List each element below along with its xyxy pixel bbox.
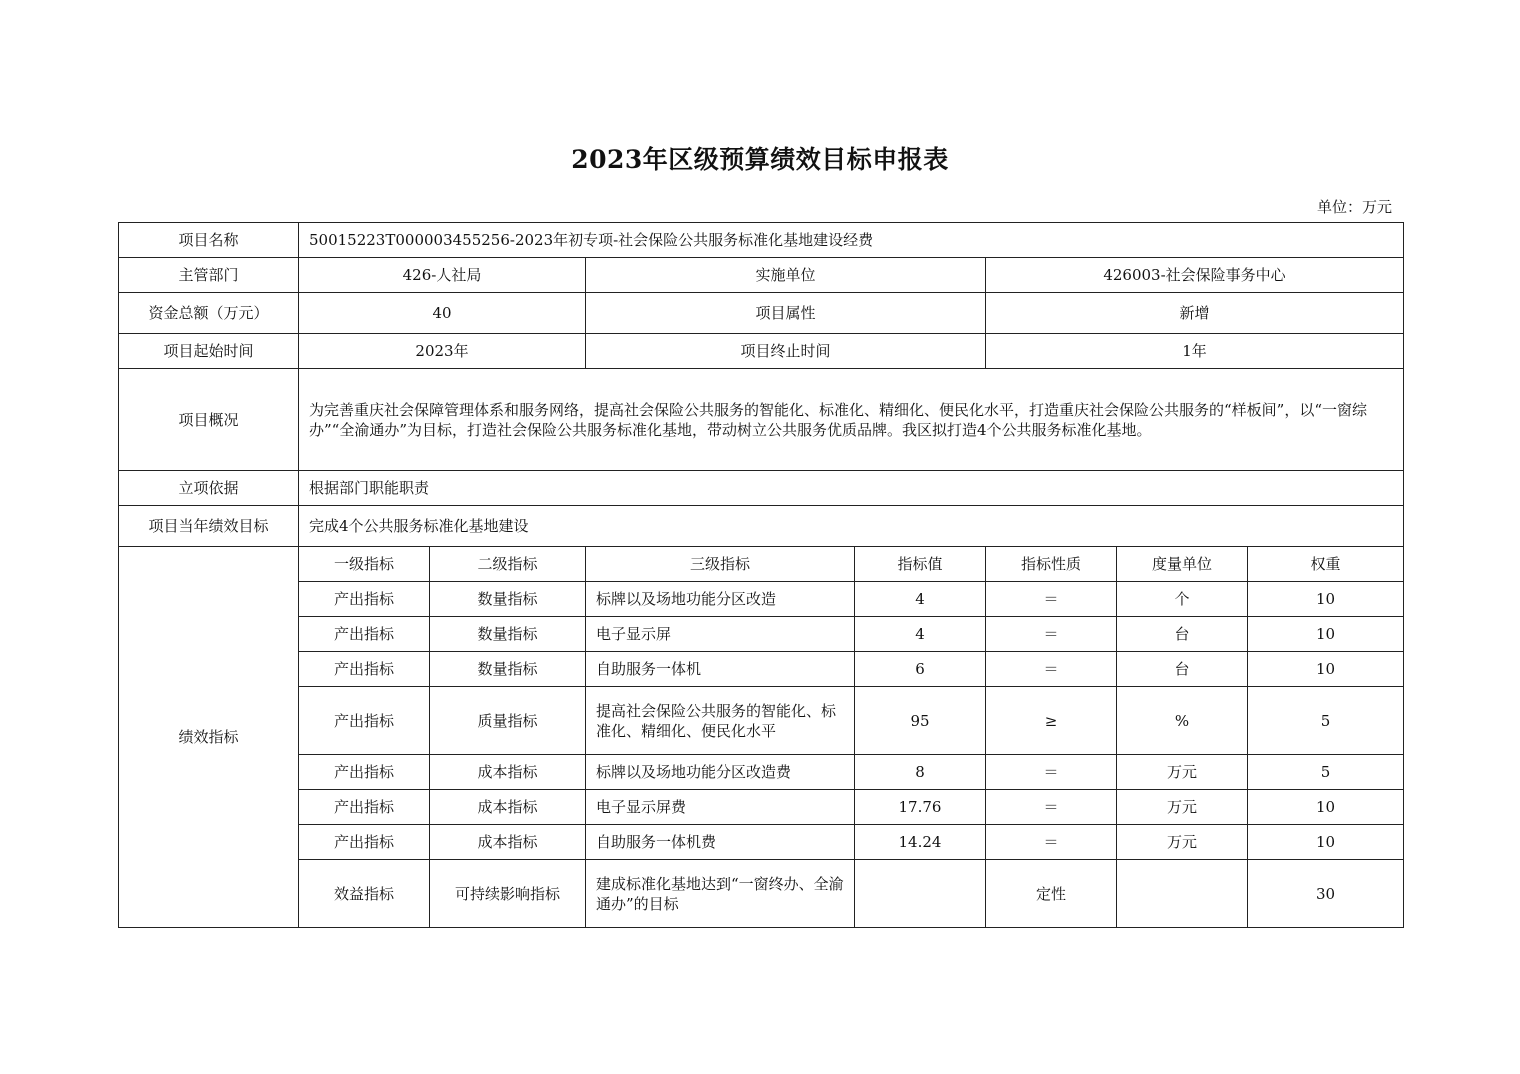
level3-cell: 自助服务一体机费	[586, 825, 855, 860]
nature-cell: ＝	[986, 582, 1117, 617]
row-goal	[119, 506, 1404, 547]
level3-cell: 提高社会保险公共服务的智能化、标准化、精细化、便民化水平	[586, 687, 855, 755]
row-department	[119, 258, 1404, 293]
nature-cell: ＝	[986, 617, 1117, 652]
level2-cell: 可持续影响指标	[430, 860, 586, 928]
amount-label: 资金总额（万元）	[119, 293, 299, 334]
level2-cell: 数量指标	[430, 582, 586, 617]
table-row	[119, 755, 1404, 790]
amount-value: 40	[299, 293, 586, 334]
header-weight: 权重	[1248, 547, 1404, 582]
unit-cell	[1117, 860, 1248, 928]
level2-cell: 质量指标	[430, 687, 586, 755]
unit-cell: 万元	[1117, 825, 1248, 860]
weight-cell: 10	[1248, 825, 1404, 860]
header-nature: 指标性质	[986, 547, 1117, 582]
dept-value: 426-人社局	[299, 258, 586, 293]
value-cell: 4	[855, 582, 986, 617]
impl-label: 实施单位	[586, 258, 986, 293]
row-period	[119, 334, 1404, 369]
level3-cell: 电子显示屏费	[586, 790, 855, 825]
level1-cell: 产出指标	[299, 582, 430, 617]
weight-cell: 10	[1248, 617, 1404, 652]
level2-cell: 成本指标	[430, 790, 586, 825]
table-row	[119, 687, 1404, 755]
unit-cell: 个	[1117, 582, 1248, 617]
project-name-value: 50015223T000003455256-2023年初专项-社会保险公共服务标准化基地建设经费	[299, 223, 1404, 258]
level2-cell: 数量指标	[430, 652, 586, 687]
weight-cell: 30	[1248, 860, 1404, 928]
weight-cell: 10	[1248, 790, 1404, 825]
value-cell: 6	[855, 652, 986, 687]
value-cell: 4	[855, 617, 986, 652]
dept-label: 主管部门	[119, 258, 299, 293]
value-cell	[855, 860, 986, 928]
summary-value: 为完善重庆社会保障管理体系和服务网络，提高社会保险公共服务的智能化、标准化、精细化、便民化水平，打造重庆社会保险公共服务的“样板间”，以“一窗综办”“全渝通办”为目标，打造社会保险公共服务标准化基地，带动树立公共服务优质品牌。我区拟打造4个公共服务标准化基地。	[299, 369, 1404, 471]
level3-cell: 标牌以及场地功能分区改造费	[586, 755, 855, 790]
value-cell: 14.24	[855, 825, 986, 860]
end-label: 项目终止时间	[586, 334, 986, 369]
value-cell: 95	[855, 687, 986, 755]
budget-performance-table	[118, 222, 1404, 928]
indicator-header-row	[119, 547, 1404, 582]
weight-cell: 5	[1248, 755, 1404, 790]
table-row	[119, 652, 1404, 687]
row-amount	[119, 293, 1404, 334]
header-unit: 度量单位	[1117, 547, 1248, 582]
level3-cell: 自助服务一体机	[586, 652, 855, 687]
header-level3: 三级指标	[586, 547, 855, 582]
level2-cell: 成本指标	[430, 825, 586, 860]
end-value: 1年	[986, 334, 1404, 369]
unit-cell: 万元	[1117, 790, 1248, 825]
start-label: 项目起始时间	[119, 334, 299, 369]
value-cell: 17.76	[855, 790, 986, 825]
level1-cell: 产出指标	[299, 687, 430, 755]
value-cell: 8	[855, 755, 986, 790]
table-row	[119, 582, 1404, 617]
basis-label: 立项依据	[119, 471, 299, 506]
attr-label: 项目属性	[586, 293, 986, 334]
header-level1: 一级指标	[299, 547, 430, 582]
nature-cell: 定性	[986, 860, 1117, 928]
row-basis	[119, 471, 1404, 506]
nature-cell: ＝	[986, 755, 1117, 790]
level1-cell: 产出指标	[299, 755, 430, 790]
level1-cell: 产出指标	[299, 825, 430, 860]
unit-cell: 台	[1117, 617, 1248, 652]
level3-cell: 建成标准化基地达到“一窗终办、全渝通办”的目标	[586, 860, 855, 928]
level2-cell: 成本指标	[430, 755, 586, 790]
row-project-name	[119, 223, 1404, 258]
level1-cell: 产出指标	[299, 790, 430, 825]
weight-cell: 10	[1248, 582, 1404, 617]
goal-value: 完成4个公共服务标准化基地建设	[299, 506, 1404, 547]
attr-value: 新增	[986, 293, 1404, 334]
table-row	[119, 617, 1404, 652]
unit-label: 单位：万元	[1316, 198, 1392, 216]
level3-cell: 电子显示屏	[586, 617, 855, 652]
weight-cell: 5	[1248, 687, 1404, 755]
level1-cell: 产出指标	[299, 617, 430, 652]
indicators-section-label: 绩效指标	[119, 547, 299, 928]
summary-label: 项目概况	[119, 369, 299, 471]
header-value: 指标值	[855, 547, 986, 582]
nature-cell: ≥	[986, 687, 1117, 755]
goal-label: 项目当年绩效目标	[119, 506, 299, 547]
table-row	[119, 825, 1404, 860]
page-title: 2023年区级预算绩效目标申报表	[571, 145, 949, 174]
nature-cell: ＝	[986, 825, 1117, 860]
unit-cell: 台	[1117, 652, 1248, 687]
header-level2: 二级指标	[430, 547, 586, 582]
unit-cell: %	[1117, 687, 1248, 755]
level3-cell: 标牌以及场地功能分区改造	[586, 582, 855, 617]
nature-cell: ＝	[986, 652, 1117, 687]
impl-value: 426003-社会保险事务中心	[986, 258, 1404, 293]
unit-cell: 万元	[1117, 755, 1248, 790]
level1-cell: 产出指标	[299, 652, 430, 687]
row-summary	[119, 369, 1404, 471]
table-row	[119, 860, 1404, 928]
nature-cell: ＝	[986, 790, 1117, 825]
table-row	[119, 790, 1404, 825]
weight-cell: 10	[1248, 652, 1404, 687]
basis-value: 根据部门职能职责	[299, 471, 1404, 506]
level1-cell: 效益指标	[299, 860, 430, 928]
level2-cell: 数量指标	[430, 617, 586, 652]
start-value: 2023年	[299, 334, 586, 369]
project-name-label: 项目名称	[119, 223, 299, 258]
